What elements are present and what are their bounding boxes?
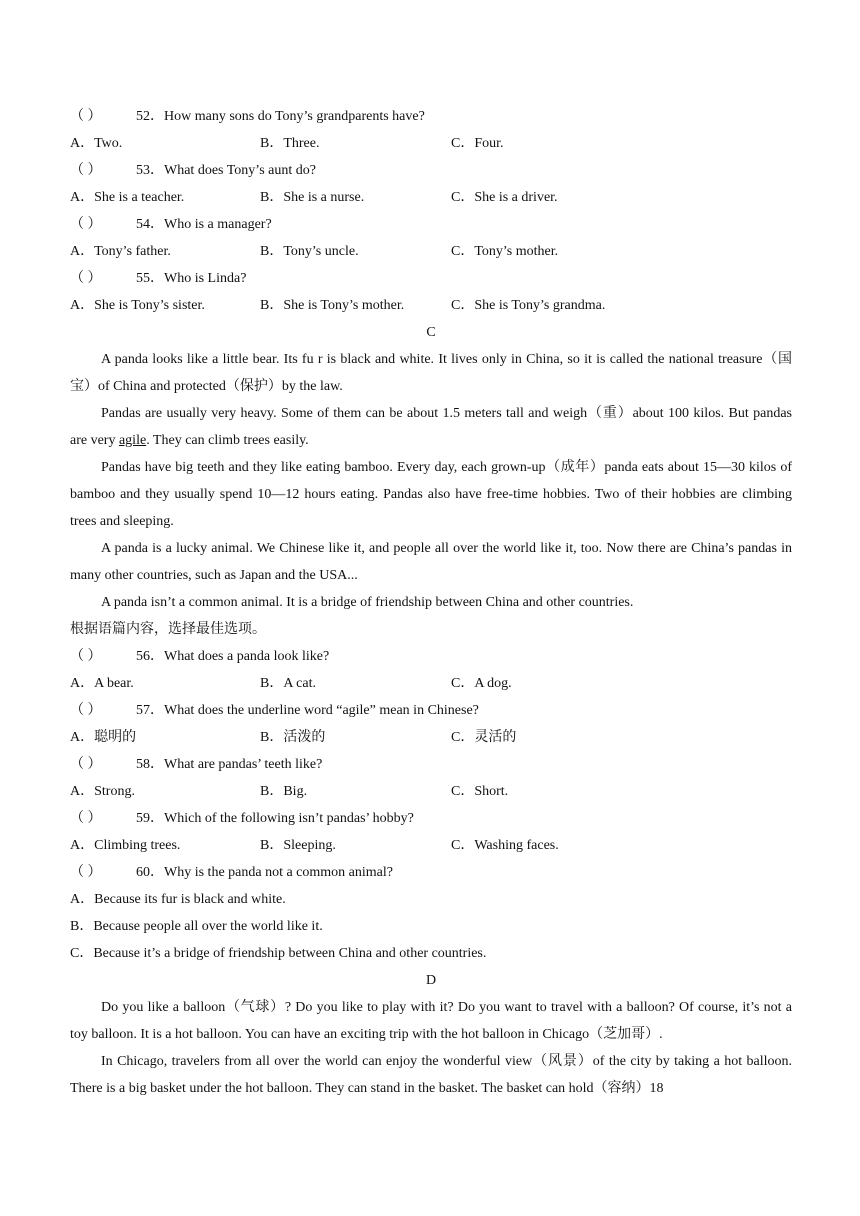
option-c: C．灵活的 <box>451 730 517 745</box>
option-a: A．Two. <box>70 136 123 151</box>
question-text: Which of the following isn’t pandas’ hobby? <box>164 811 414 826</box>
options-54 <box>70 238 792 265</box>
question-text: What does Tony’s aunt do? <box>164 163 316 178</box>
question-60 <box>70 859 792 886</box>
passage-d-paragraph-1: Do you like a balloon（气球）? Do you like to play with it? Do you want to travel with a balloon? Of course, it’s not a toy balloon. It is a hot balloon. You can have an exciting trip with the hot balloon in Chicago（芝加哥）. <box>70 1000 792 1042</box>
answer-blank: （ ） <box>70 757 102 772</box>
passage-c-paragraph-4: A panda is a lucky animal. We Chinese like it, and people all over the world like it, too. Now there are China’s pandas in many other countries, such as Japan and the USA... <box>70 541 792 583</box>
answer-blank: （ ） <box>70 271 102 286</box>
question-number: 54． <box>136 217 164 232</box>
question-number: 52． <box>136 109 164 124</box>
question-number: 56． <box>136 649 164 664</box>
answer-blank: （ ） <box>70 217 102 232</box>
answer-blank: （ ） <box>70 649 102 664</box>
option-b: B．She is a nurse. <box>260 190 365 205</box>
option-c: C．Washing faces. <box>451 838 559 853</box>
passage-c-paragraph-2 <box>70 400 792 454</box>
underlined-word: agile <box>118 433 147 448</box>
question-58 <box>70 751 792 778</box>
question-59 <box>70 805 792 832</box>
passage-d-paragraph-2: In Chicago, travelers from all over the world can enjoy the wonderful view（风景）of the city by taking a hot balloon. There is a big basket under the hot balloon. They can stand in the basket. The basket can hold（容纳）18 <box>70 1054 792 1096</box>
question-text: What does a panda look like? <box>164 649 330 664</box>
question-text: Why is the panda not a common animal? <box>164 865 393 880</box>
option-a: A．聪明的 <box>70 730 137 745</box>
answer-blank: （ ） <box>70 703 102 718</box>
question-number: 55． <box>136 271 164 286</box>
option-a: A．She is a teacher. <box>70 190 185 205</box>
question-number: 59． <box>136 811 164 826</box>
options-58 <box>70 778 792 805</box>
question-52 <box>70 103 792 130</box>
option-a: A．Climbing trees. <box>70 838 181 853</box>
question-57 <box>70 697 792 724</box>
option-c: C．Because it’s a bridge of friendship between China and other countries. <box>70 946 487 961</box>
option-b: B．Three. <box>260 136 320 151</box>
option-a: A．Tony’s father. <box>70 244 171 259</box>
option-c: C．She is Tony’s grandma. <box>451 298 606 313</box>
question-55 <box>70 265 792 292</box>
option-c: C．Tony’s mother. <box>451 244 559 259</box>
question-number: 60． <box>136 865 164 880</box>
question-54 <box>70 211 792 238</box>
question-number: 57． <box>136 703 164 718</box>
answer-blank: （ ） <box>70 865 102 880</box>
options-57 <box>70 724 792 751</box>
option-b: B．She is Tony’s mother. <box>260 298 405 313</box>
option-c: C．Short. <box>451 784 509 799</box>
exam-page <box>70 103 792 1102</box>
paragraph-text: Pandas are usually very heavy. Some of them can be about 1.5 meters tall and weigh（重）about 100 kilos. But pandas are very <box>70 406 792 448</box>
question-56 <box>70 643 792 670</box>
option-c: C．She is a driver. <box>451 190 558 205</box>
option-a: A．Because its fur is black and white. <box>70 892 286 907</box>
passage-c-paragraph-1: A panda looks like a little bear. Its fu r is black and white. It lives only in China, so it is called the national treasure（国宝）of China and protected（保护）by the law. <box>70 352 792 394</box>
question-number: 53． <box>136 163 164 178</box>
options-53 <box>70 184 792 211</box>
question-text: How many sons do Tony’s grandparents have? <box>164 109 425 124</box>
question-text: Who is a manager? <box>164 217 272 232</box>
question-text: Who is Linda? <box>164 271 247 286</box>
option-b: B．A cat. <box>260 676 316 691</box>
option-b: B．Because people all over the world like it. <box>70 919 323 934</box>
answer-blank: （ ） <box>70 109 102 124</box>
option-a: A．A bear. <box>70 676 134 691</box>
option-b: B．Tony’s uncle. <box>260 244 359 259</box>
question-text: What does the underline word “agile” mean in Chinese? <box>164 703 479 718</box>
passage-c-paragraph-5: A panda isn’t a common animal. It is a bridge of friendship between China and other countries. <box>101 595 634 610</box>
instruction: 根据语篇内容，选择最佳选项。 <box>70 622 266 637</box>
option-b: B．活泼的 <box>260 730 326 745</box>
option-b: B．Sleeping. <box>260 838 336 853</box>
passage-c-paragraph-3: Pandas have big teeth and they like eating bamboo. Every day, each grown-up（成年）panda eats about 15—30 kilos of bamboo and they usually spend 10—12 hours eating. Pandas also have free-time hobbies. Two of their hobbies are climbing trees and sleeping. <box>70 460 792 529</box>
options-55 <box>70 292 792 319</box>
option-a: A．Strong. <box>70 784 135 799</box>
section-c-heading: C <box>426 325 436 340</box>
option-c: C．A dog. <box>451 676 512 691</box>
answer-blank: （ ） <box>70 811 102 826</box>
question-text: What are pandas’ teeth like? <box>164 757 323 772</box>
section-d-heading: D <box>425 973 437 988</box>
option-c: C．Four. <box>451 136 504 151</box>
option-a: A．She is Tony’s sister. <box>70 298 205 313</box>
answer-blank: （ ） <box>70 163 102 178</box>
options-59 <box>70 832 792 859</box>
options-56 <box>70 670 792 697</box>
paragraph-text: . They can climb trees easily. <box>146 433 309 448</box>
options-52 <box>70 130 792 157</box>
option-b: B．Big. <box>260 784 308 799</box>
question-number: 58． <box>136 757 164 772</box>
question-53 <box>70 157 792 184</box>
